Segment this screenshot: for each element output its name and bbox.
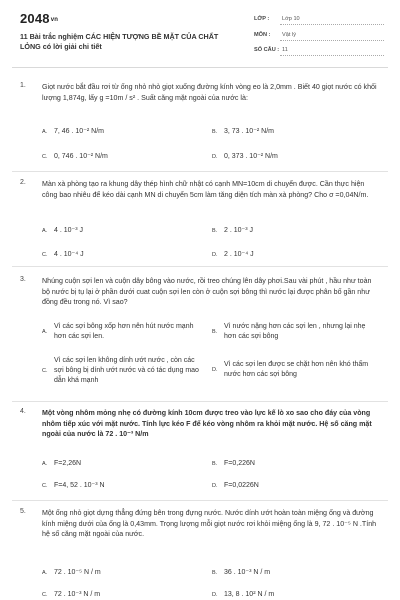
option-value: 7, 46 . 10⁻² N/m [54,128,104,135]
option-value: F=0,0226N [224,482,259,489]
option-label: C. [42,592,48,598]
meta-key: LỚP : [254,16,270,22]
meta-underline [280,40,384,41]
logo-suffix: vn [50,16,59,23]
meta-value: Lớp 10 [282,16,300,22]
option-label: B. [212,461,218,467]
option-value: 13, 8 . 10² N / m [224,591,275,598]
option-value: 36 . 10⁻³ N / m [224,569,271,576]
header-divider [12,67,388,68]
option-label: D. [212,154,218,160]
question-number: 2. [20,179,26,186]
option-value: 2 . 10⁻³ J [224,227,253,234]
question-5 [14,508,386,600]
option-label: D. [212,367,218,373]
option-value: F=4, 52 . 10⁻³ N [54,482,105,489]
document-title: 11 Bài trắc nghiệm CÁC HIỆN TƯỢNG BỀ MẶT CỦA CHẤT LỎNG có lời giải chi tiết [20,32,219,51]
question-3 [14,276,386,400]
question-divider [12,171,388,172]
option-label: A. [42,570,48,576]
meta-key: SỐ CÂU : [254,47,280,53]
meta-class [254,14,384,25]
option-value: 2 . 10⁻⁴ J [224,251,254,258]
question-text: Nhúng cuộn sợi len và cuộn dây bông vào nước, rồi treo chúng lên dây phơi.Sau vài phút , hầu như toàn bộ nước bị tụ lại ở phần dưới cuat cuộn sợi len còn ở cuộn sợi bông thì nước lại được phân bố gần như đồng đều trong nó. Vì sao? [42,277,372,307]
meta-underline [280,55,384,56]
option-label: C. [42,368,48,374]
question-number: 5. [20,508,26,515]
option-value: 3, 73 . 10⁻² N/m [224,128,274,135]
option-label: A. [42,228,48,234]
question-number: 4. [20,408,26,415]
question-divider [12,266,388,267]
question-text: Một ống nhỏ giọt dựng thẳng đứng bên trong đựng nước. Nước dính ướt hoàn toàn miệng ống và đường kính miệng dưới của ống là 0,43mm. Trọng lượng mỗi giọt nước rơi khỏi miệng ống là 9, 72 . 10⁻⁵ N .Tính hệ số căng mặt ngoài của nước. [42,509,377,539]
header [0,0,400,66]
option-label: C. [42,154,48,160]
question-2 [14,179,386,267]
question-number: 3. [20,276,26,283]
question-divider [12,500,388,501]
option-label: A. [42,129,48,135]
question-number: 1. [20,82,26,89]
option-value: 0, 373 . 10⁻² N/m [224,153,278,160]
question-4 [14,408,386,500]
option-label: B. [212,570,218,576]
question-divider [12,401,388,402]
option-value: Vì nước nặng hơn các sợi len , nhưng lại nhẹ hơn các sợi bông [224,323,366,340]
option-value: Vì các sợi len không dính ướt nước , còn các sợi bông bị dính ướt nước và có tác dụng mao dẫn khá mạnh [54,357,199,384]
option-label: B. [212,329,218,335]
meta-count [254,45,384,56]
option-value: 72 . 10⁻⁵ N / m [54,569,101,576]
option-value: Vì các sợi len được se chặt hơn nên khó thấm nước hơn các sợi bông [224,361,369,378]
meta-subject [254,30,384,41]
option-value: F=0,226N [224,460,255,467]
option-label: D. [212,483,218,489]
option-value: Vì các sợi bông xốp hơn nên hút nước mạnh hơn các sợi len. [54,323,194,340]
logo-text: 2048 [20,11,50,26]
option-value: 4 . 10⁻⁴ J [54,251,84,258]
option-label: A. [42,461,48,467]
option-value: 72 . 10⁻³ N / m [54,591,101,598]
meta-value: 11 [282,47,288,53]
option-value: 4 . 10⁻³ J [54,227,83,234]
option-label: C. [42,252,48,258]
option-label: D. [212,252,218,258]
question-text: Một vòng nhôm mỏng nhẹ có đường kính 10cm được treo vào lực kế lò xo sao cho đáy của vòng nhôm tiếp xúc với mặt nước. Tính lực kéo F để kéo vòng nhôm ra khỏi mặt nước. Hệ số căng mặt ngoài của nước là 72 . 10⁻³ N/m [42,409,372,439]
question-1 [14,82,386,172]
question-text: Màn xà phòng tạo ra khung dây thép hình chữ nhật có cạnh MN=10cm di chuyển được. Cần thực hiện công bao nhiêu để kéo dài cạnh MN di chuyển 5cm làm tăng diện tích màn xà phòng? Cho σ =0,04N/m. [42,180,369,199]
option-label: A. [42,329,48,335]
option-label: C. [42,483,48,489]
option-label: B. [212,129,218,135]
meta-underline [280,24,384,25]
option-label: B. [212,228,218,234]
option-value: F=2,26N [54,460,82,467]
meta-value: Vật lý [282,32,296,38]
site-logo[interactable] [20,11,58,26]
meta-key: MÔN : [254,32,271,38]
question-text: Giọt nước bắt đầu rơi từ ống nhỏ nhỏ giọt xuống đường kính vòng eo là 2,0mm . Biết 40 giọt nước có khối lượng 1,874g, lấy g =10m / s² . Suất căng mặt ngoài của nước là: [42,83,377,102]
option-label: D. [212,592,218,598]
option-value: 0, 746 . 10⁻² N/m [54,153,108,160]
